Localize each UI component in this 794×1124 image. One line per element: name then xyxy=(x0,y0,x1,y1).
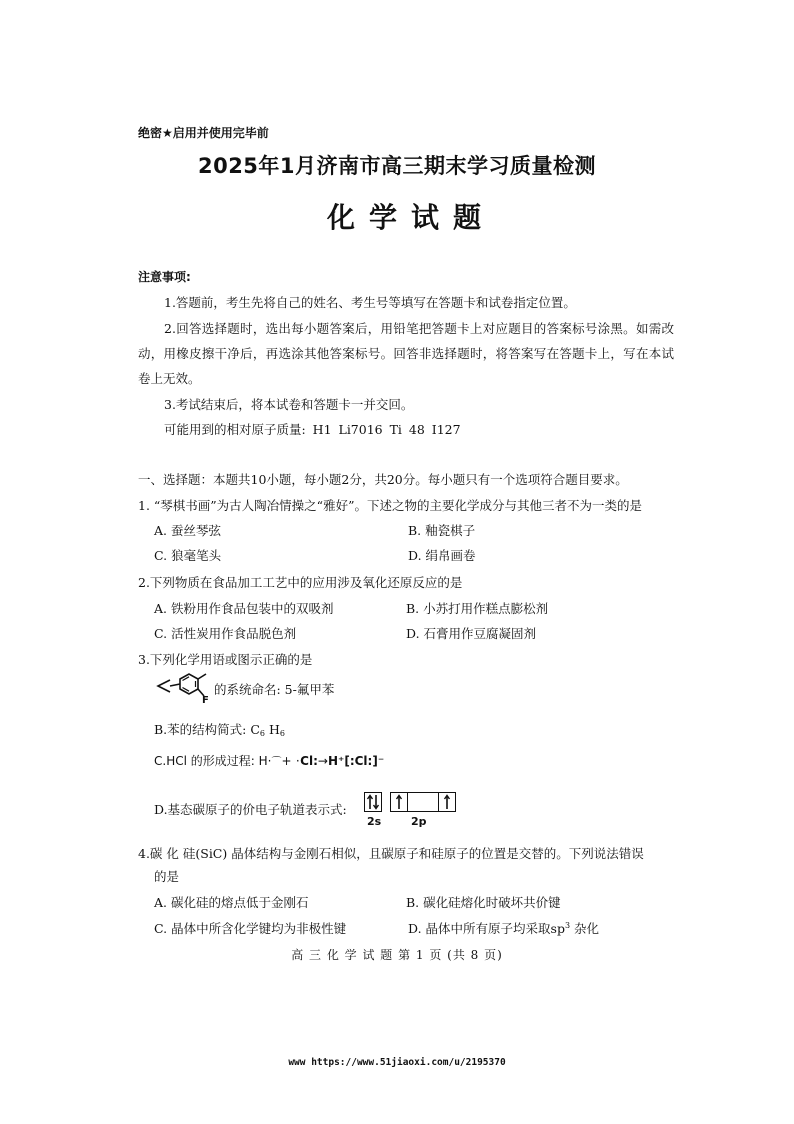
label-2s: 2s xyxy=(367,815,382,828)
question-3-option-d: D.基态碳原子的价电子轨道表示式: xyxy=(154,802,347,817)
up-arrow-icon xyxy=(442,794,452,810)
question-2-option-d: D. 石膏用作豆腐凝固剂 xyxy=(406,626,537,641)
label-2p: 2p xyxy=(411,815,427,828)
question-4-option-b: B. 碳化硅熔化时破坏共价键 xyxy=(406,895,561,910)
exam-title: 2025年1月济南市高三期末学习质量检测 xyxy=(197,154,597,178)
source-url: www https://www.51jiaoxi.com/u/2195370 xyxy=(288,1057,506,1068)
question-4-stem-line-1: 4.碳 化 硅(SiC) 晶体结构与金刚石相似，且碳原子和硅原子的位置是交替的。下列说法错误 xyxy=(138,846,644,861)
question-2-stem: 2.下列物质在食品加工工艺中的应用涉及氧化还原反应的是 xyxy=(138,575,463,590)
question-3-option-c: C.HCl 的形成过程: H·⌒+ ·Cl:→H⁺[:Cl:]⁻ xyxy=(154,754,385,768)
question-1-stem: 1. “琴棋书画”为古人陶冶情操之“雅好”。下述之物的主要化学成分与其他三者不为一类的是 xyxy=(138,498,642,513)
question-4-stem-line-2: 的是 xyxy=(154,869,180,884)
page-footer: 高 三 化 学 试 题 第 1 页 (共 8 页) xyxy=(291,948,503,962)
orbital-2p-box-3 xyxy=(438,792,456,812)
question-4-option-a: A. 碳化硅的熔点低于金刚石 xyxy=(154,895,309,910)
question-2-option-a: A. 铁粉用作食品包装中的双吸剂 xyxy=(154,601,334,616)
question-1-option-c: C. 狼毫笔头 xyxy=(154,548,222,563)
notice-item-3: 3.考试结束后，将本试卷和答题卡一并交回。 xyxy=(164,397,414,412)
paired-arrows-icon xyxy=(366,794,380,810)
confidential-note: 绝密★启用并使用完毕前 xyxy=(138,126,269,140)
atomic-masses: 可能用到的相对原子质量: H1 Li7016 Ti 48 I127 xyxy=(164,422,461,437)
fluorotoluene-structure xyxy=(156,672,216,704)
orbital-diagram xyxy=(364,792,454,812)
question-4-option-c: C. 晶体中所含化学键均为非极性键 xyxy=(154,921,347,936)
question-4-option-d: D. 晶体中所有原子均采取$sp^3$ 杂化 xyxy=(408,921,600,936)
orbital-2p-box-2 xyxy=(407,792,439,812)
section-heading: 一、选择题：本题共10小题，每小题2分，共20分。每小题只有一个选项符合题目要求。 xyxy=(138,472,628,487)
question-3-option-b: B.苯的结构简式: $C_6$ $H_6$ xyxy=(154,722,285,738)
question-2-option-b: B. 小苏打用作糕点膨松剂 xyxy=(406,601,549,616)
fluorine-label: F xyxy=(202,695,209,704)
question-3-stem: 3.下列化学用语或图示正确的是 xyxy=(138,652,313,667)
notice-heading: 注意事项: xyxy=(138,270,191,284)
subject-title: 化学试题 xyxy=(326,201,495,234)
question-1-option-b: B. 釉瓷棋子 xyxy=(408,523,476,538)
curved-arrow-icon: ⌒ xyxy=(271,757,282,768)
orbital-2p-box-1 xyxy=(390,792,408,812)
question-1-option-a: A. 蚕丝琴弦 xyxy=(154,523,221,538)
orbital-2s-box xyxy=(364,792,382,812)
notice-item-2: 2.回答选择题时，选出每小题答案后，用铅笔把答题卡上对应题目的答案标号涂黑。如需改动，用橡皮擦干净后，再选涂其他答案标号。回答非选择题时，将答案写在答题卡上，写在本试卷上无效。 xyxy=(138,321,674,386)
up-arrow-icon xyxy=(394,794,404,810)
reaction-arrow-icon: → xyxy=(317,754,328,768)
question-3-option-a: 的系统命名: 5-氟甲苯 xyxy=(214,682,335,697)
question-2-option-c: C. 活性炭用作食品脱色剂 xyxy=(154,626,297,641)
notice-item-1: 1.答题前，考生先将自己的姓名、考生号等填写在答题卡和试卷指定位置。 xyxy=(164,295,576,310)
question-1-option-d: D. 绢帛画卷 xyxy=(408,548,476,563)
